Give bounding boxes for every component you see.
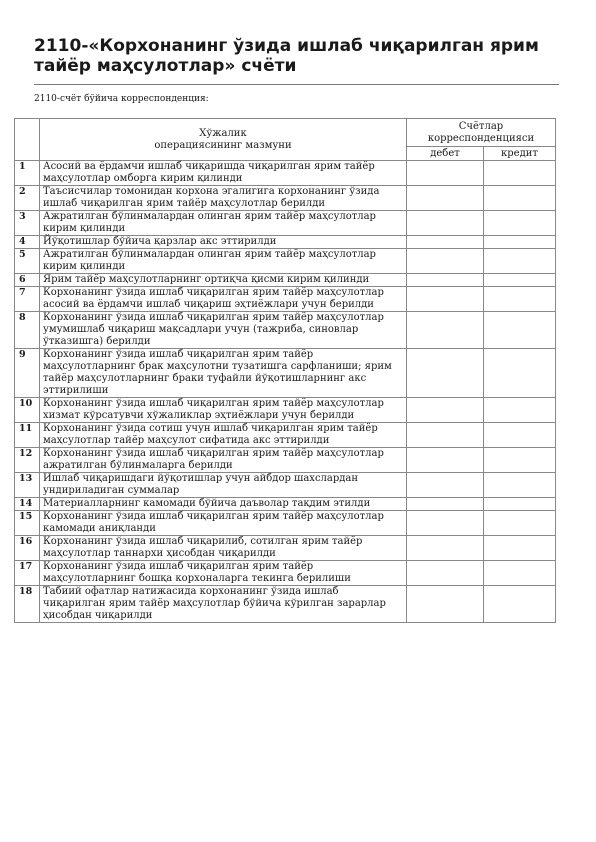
table-row — [15, 586, 556, 623]
row-operation-text: Корхонанинг ўзида ишлаб чиқарилган ярим тайёр маҳсулотларнинг брак маҳсулотни тузатишга сарфланиши; ярим тайёр маҳсулотларнинг браки туфайли йўқотишларнинг акс эттирилиши — [40, 349, 407, 398]
row-operation-text: Корхонанинг ўзида ишлаб чиқарилиб, сотилган ярим тайёр маҳсулотлар таннархи ҳисобдан чиқарилди — [40, 536, 407, 561]
row-credit — [484, 349, 556, 398]
row-debit — [407, 312, 484, 349]
row-debit — [407, 586, 484, 623]
row-number: 1 — [15, 161, 40, 186]
row-debit — [407, 186, 484, 211]
row-debit — [407, 287, 484, 312]
correspondence-table — [14, 118, 556, 623]
table-row — [15, 473, 556, 498]
table-row — [15, 511, 556, 536]
row-credit — [484, 498, 556, 511]
table-row — [15, 161, 556, 186]
table-row — [15, 398, 556, 423]
table-row — [15, 274, 556, 287]
row-debit — [407, 423, 484, 448]
row-credit — [484, 423, 556, 448]
row-debit — [407, 161, 484, 186]
table-row — [15, 448, 556, 473]
row-debit — [407, 511, 484, 536]
row-number: 2 — [15, 186, 40, 211]
header-operation-line2: операциясининг мазмуни — [154, 139, 292, 151]
row-number: 7 — [15, 287, 40, 312]
table-row — [15, 498, 556, 511]
row-credit — [484, 511, 556, 536]
row-number: 14 — [15, 498, 40, 511]
row-number: 3 — [15, 211, 40, 236]
header-credit: кредит — [484, 147, 556, 161]
row-number: 10 — [15, 398, 40, 423]
row-operation-text: Асосий ва ёрдамчи ишлаб чиқаришда чиқарилган ярим тайёр маҳсулотлар омборга кирим қилинди — [40, 161, 407, 186]
row-debit — [407, 249, 484, 274]
header-operation — [40, 119, 407, 161]
header-operation-line1: Хўжалик — [199, 127, 247, 139]
row-credit — [484, 586, 556, 623]
table-row — [15, 536, 556, 561]
row-credit — [484, 287, 556, 312]
row-credit — [484, 211, 556, 236]
row-operation-text: Ажратилган бўлинмалардан олинган ярим тайёр маҳсулотлар кирим қилинди — [40, 249, 407, 274]
row-debit — [407, 536, 484, 561]
row-credit — [484, 398, 556, 423]
row-debit — [407, 473, 484, 498]
row-debit — [407, 448, 484, 473]
table-row — [15, 236, 556, 249]
row-number: 13 — [15, 473, 40, 498]
row-number: 5 — [15, 249, 40, 274]
row-credit — [484, 561, 556, 586]
table-row — [15, 249, 556, 274]
row-number: 8 — [15, 312, 40, 349]
row-operation-text: Корхонанинг ўзида ишлаб чиқарилган ярим тайёр маҳсулотлар камомади аниқланди — [40, 511, 407, 536]
row-number: 16 — [15, 536, 40, 561]
table-row — [15, 287, 556, 312]
row-operation-text: Табиий офатлар натижасида корхонанинг ўзида ишлаб чиқарилган ярим тайёр маҳсулотлар бўйича кўрилган зарарлар ҳисобдан чиқарилди — [40, 586, 407, 623]
row-operation-text: Йўқотишлар бўйича қарзлар акс эттирилди — [40, 236, 407, 249]
row-operation-text: Таъсисчилар томонидан корхона эгалигига корхонанинг ўзида ишлаб чиқарилган ярим тайёр маҳсулотлар берилди — [40, 186, 407, 211]
row-credit — [484, 186, 556, 211]
row-credit — [484, 274, 556, 287]
row-debit — [407, 274, 484, 287]
row-number: 4 — [15, 236, 40, 249]
header-correspondence — [407, 119, 556, 147]
row-credit — [484, 448, 556, 473]
row-credit — [484, 161, 556, 186]
table-row — [15, 312, 556, 349]
row-debit — [407, 498, 484, 511]
row-operation-text: Корхонанинг ўзида ишлаб чиқарилган ярим тайёр маҳсулотлар хизмат кўрсатувчи хўжаликлар эҳтиёжлари учун берилди — [40, 398, 407, 423]
row-operation-text: Корхонанинг ўзида сотиш учун ишлаб чиқарилган ярим тайёр маҳсулотлар тайёр маҳсулот сифатида акс эттирилди — [40, 423, 407, 448]
row-operation-text: Корхонанинг ўзида ишлаб чиқарилган ярим тайёр маҳсулотлар ажратилган бўлинмаларга берилди — [40, 448, 407, 473]
row-credit — [484, 536, 556, 561]
row-number: 9 — [15, 349, 40, 398]
title-divider — [34, 84, 559, 85]
row-debit — [407, 349, 484, 398]
row-operation-text: Ажратилган бўлинмалардан олинган ярим тайёр маҳсулотлар кирим қилинди — [40, 211, 407, 236]
row-credit — [484, 236, 556, 249]
row-credit — [484, 473, 556, 498]
row-debit — [407, 561, 484, 586]
table-row — [15, 423, 556, 448]
row-credit — [484, 249, 556, 274]
table-row — [15, 349, 556, 398]
table-row — [15, 561, 556, 586]
row-operation-text: Корхонанинг ўзида ишлаб чиқарилган ярим тайёр маҳсулотлар умумишлаб чиқариш мақсадлари учун (тажриба, синовлар ўтказишга) берилди — [40, 312, 407, 349]
row-number: 11 — [15, 423, 40, 448]
row-number: 18 — [15, 586, 40, 623]
row-debit — [407, 398, 484, 423]
row-operation-text: Материалларнинг камомади бўйича даъволар тақдим этилди — [40, 498, 407, 511]
document-title: 2110-«Корхонанинг ўзида ишлаб чиқарилган ярим тайёр маҳсулотлар» счёти — [34, 36, 539, 76]
row-number: 15 — [15, 511, 40, 536]
row-operation-text: Ишлаб чиқаришдаги йўқотишлар учун айбдор шахслардан ундириладиган суммалар — [40, 473, 407, 498]
header-correspondence-line1: Счётлар — [458, 120, 504, 132]
header-correspondence-line2: корреспонденцияси — [427, 132, 535, 144]
row-operation-text: Корхонанинг ўзида ишлаб чиқарилган ярим тайёр маҳсулотлар асосий ва ёрдамчи ишлаб чиқариш эҳтиёжлари учун берилди — [40, 287, 407, 312]
row-operation-text: Ярим тайёр маҳсулотларнинг ортиқча қисми кирим қилинди — [40, 274, 407, 287]
row-debit — [407, 236, 484, 249]
header-number-cell — [15, 119, 40, 161]
row-credit — [484, 312, 556, 349]
row-debit — [407, 211, 484, 236]
row-operation-text: Корхонанинг ўзида ишлаб чиқарилган ярим тайёр маҳсулотларнинг бошқа корхоналарга текинга берилиши — [40, 561, 407, 586]
table-row — [15, 186, 556, 211]
row-number: 17 — [15, 561, 40, 586]
table-row — [15, 211, 556, 236]
table-caption: 2110-счёт бўйича корреспонденция: — [34, 94, 209, 104]
header-debit: дебет — [407, 147, 484, 161]
row-number: 12 — [15, 448, 40, 473]
row-number: 6 — [15, 274, 40, 287]
